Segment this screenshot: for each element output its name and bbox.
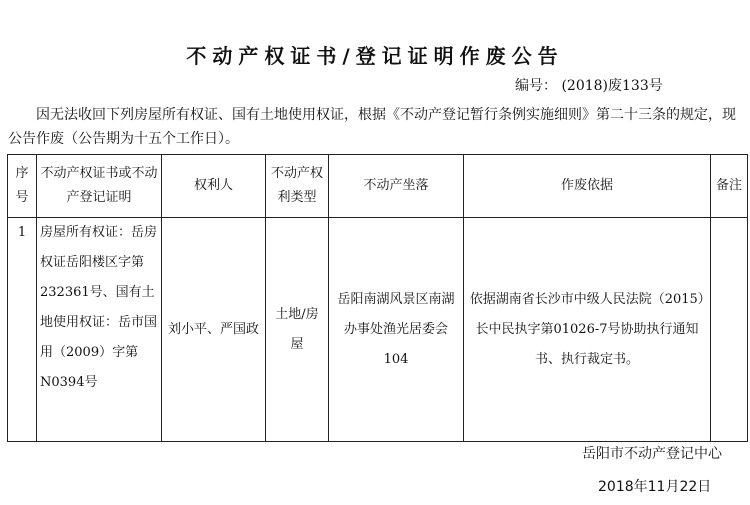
row-certificate: 房屋所有权证：岳房权证岳阳楼区字第232361号、国有土地使用权证：岳市国用（2009）字第N0394号 [37,218,162,442]
row-location: 岳阳南湖风景区南湖办事处渔光居委会104 [329,218,464,442]
notice-table [7,154,748,442]
issue-date: 2018年11月22日 [598,479,712,495]
row-holder: 刘小平、严国政 [162,218,266,442]
intro-paragraph: 因无法收回下列房屋所有权证、国有土地使用权证，根据《不动产登记暂行条例实施细则》第二十三条的规定，现公告作废（公告期为十五个工作日）。 [8,107,736,147]
header-basis: 作废依据 [464,155,711,218]
header-right-type: 不动产权利类型 [266,155,329,218]
table-row [8,218,748,442]
table-header-row [8,155,748,218]
row-right-type: 土地/房屋 [266,218,329,442]
header-note: 备注 [711,155,748,218]
document-number: 编号： (2018)废133号 [515,78,663,94]
row-number: 1 [8,218,37,442]
header-number: 序号 [8,155,37,218]
header-location: 不动产坐落 [329,155,464,218]
page-title: 不动产权证书/登记证明作废公告 [186,44,564,68]
row-basis: 依据湖南省长沙市中级人民法院（2015）长中民执字第01026-7号协助执行通知书、执行裁定书。 [464,218,711,442]
header-holder: 权利人 [162,155,266,218]
row-note [711,218,748,442]
issuer-name: 岳阳市不动产登记中心 [582,446,722,462]
header-certificate: 不动产权证书或不动产登记证明 [37,155,162,218]
